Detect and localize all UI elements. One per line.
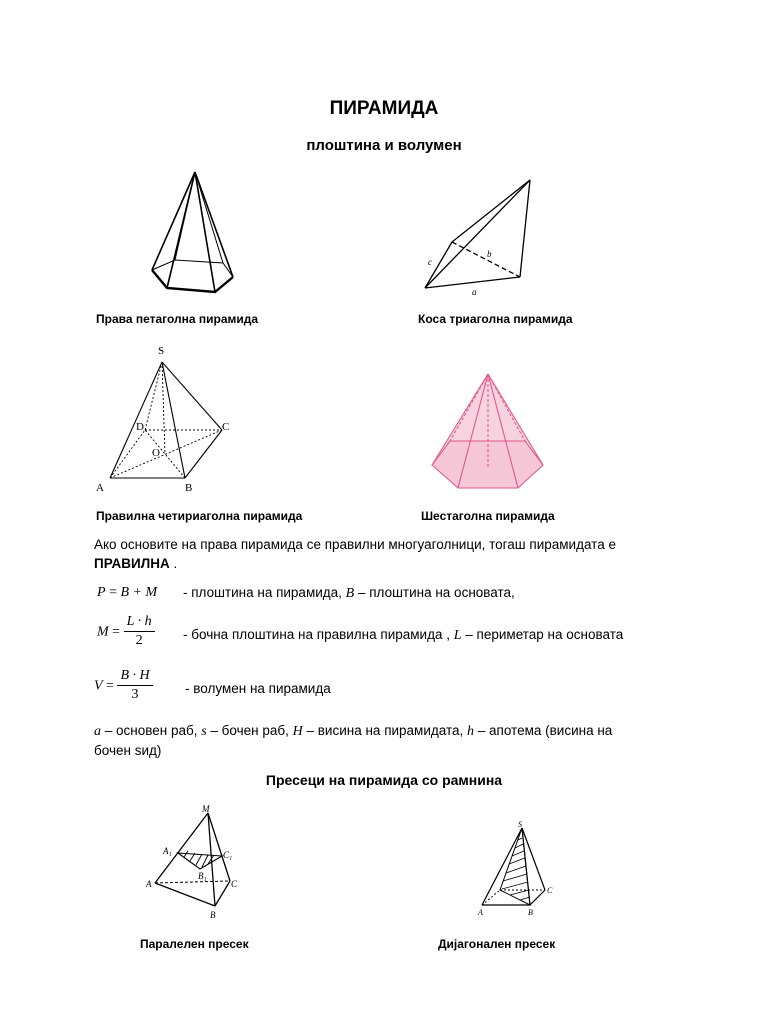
formula-lateral-num: L · h	[124, 613, 155, 632]
legend-text-s: – бочен раб,	[206, 723, 293, 738]
oblique-label-a: a	[472, 287, 477, 297]
legend-text-a: – основен раб,	[101, 723, 202, 738]
formula-area: P = B + M	[97, 585, 158, 600]
parallel-label-b: B	[210, 910, 216, 920]
definition-text: Ако основите на права пирамида се правилни многуаголници, тогаш пирамидата е	[94, 537, 616, 552]
legend-var-h: h	[467, 724, 475, 739]
parallel-caption: Паралелен пресек	[140, 937, 249, 951]
parallel-label-a1: A₁	[163, 846, 172, 856]
page-subtitle: плоштина и волумен	[306, 137, 462, 154]
parallel-label-b1: B₁	[198, 871, 207, 881]
formula-lateral-var: L	[453, 628, 462, 643]
parallel-label-c1: C₁	[223, 850, 233, 860]
parallel-label-c: C	[231, 879, 238, 889]
square-pyramid-figure	[92, 342, 242, 497]
diagonal-label-s: S	[518, 820, 522, 829]
formula-volume-lhs: V	[94, 678, 103, 694]
formula-area-rhs: B + M	[120, 585, 158, 600]
legend-var-h-upper: H	[292, 724, 303, 739]
square-label-b: B	[185, 482, 193, 494]
square-label-d: D	[136, 421, 144, 433]
diagonal-section-figure	[470, 818, 570, 923]
legend-text-h-upper: – висина на пирамидата,	[302, 723, 468, 738]
diagonal-label-c: C	[547, 886, 553, 895]
formula-lateral-desc-post: – периметар на основата	[461, 627, 624, 642]
page-title: ПИРАМИДА	[329, 98, 439, 119]
square-label-o: O	[152, 447, 160, 459]
formula-area-description	[183, 583, 515, 603]
parallel-section-figure	[140, 803, 245, 923]
pentagonal-caption: Права петаголна пирамида	[96, 312, 259, 326]
formula-area-lhs: P	[97, 585, 106, 600]
oblique-caption: Коса триаголна пирамида	[418, 312, 573, 326]
formula-area-desc-pre: - плоштина на пирамида,	[183, 585, 346, 600]
definition-paragraph	[94, 535, 684, 573]
legend-paragraph	[94, 721, 684, 760]
diagonal-label-a: A	[478, 908, 483, 917]
square-caption: Правилна четириаголна пирамида	[96, 509, 303, 523]
oblique-label-b: b	[487, 249, 492, 259]
formula-lateral-desc-pre: - бочна плоштина на правилна пирамида ,	[183, 627, 454, 642]
square-label-s: S	[158, 345, 165, 357]
oblique-pyramid-figure	[420, 175, 540, 300]
diagonal-label-b: B	[528, 908, 533, 917]
parallel-label-m: M	[202, 804, 210, 814]
formula-lateral: M = $\frac{L \cdot h}{2}$	[97, 613, 155, 650]
formula-volume-description: - волумен на пирамида	[185, 681, 331, 696]
formula-volume-num: B · H	[117, 667, 152, 686]
parallel-label-a: A	[146, 879, 152, 889]
definition-end: .	[169, 556, 178, 571]
legend-line2: бочен ѕид)	[94, 743, 162, 758]
formula-volume: V = $\frac{B \cdot H}{3}$	[94, 667, 153, 704]
sections-heading: Пресеци на пирамида со рамнина	[265, 772, 503, 788]
diagonal-caption: Дијагонален пресек	[438, 937, 556, 951]
pentagonal-pyramid-figure	[145, 165, 240, 300]
formula-lateral-description	[183, 625, 623, 645]
formula-area-desc-post: – плоштина на основата,	[354, 585, 515, 600]
legend-var-a: a	[94, 724, 101, 739]
formula-area-var: B	[345, 586, 355, 601]
formula-lateral-den: 2	[135, 633, 143, 648]
hexagonal-pyramid-figure	[425, 368, 550, 498]
legend-text-h: – апотема (висина на	[474, 723, 613, 738]
square-label-c: C	[222, 421, 230, 433]
legend-var-s: s	[201, 724, 207, 739]
oblique-label-c: c	[428, 257, 432, 267]
formula-volume-den: 3	[131, 687, 139, 702]
hexagonal-caption: Шестаголна пирамида	[421, 509, 555, 523]
definition-emphasis: ПРАВИЛНА	[94, 556, 170, 571]
square-label-a: A	[96, 482, 104, 494]
formula-lateral-lhs: M	[97, 624, 109, 640]
